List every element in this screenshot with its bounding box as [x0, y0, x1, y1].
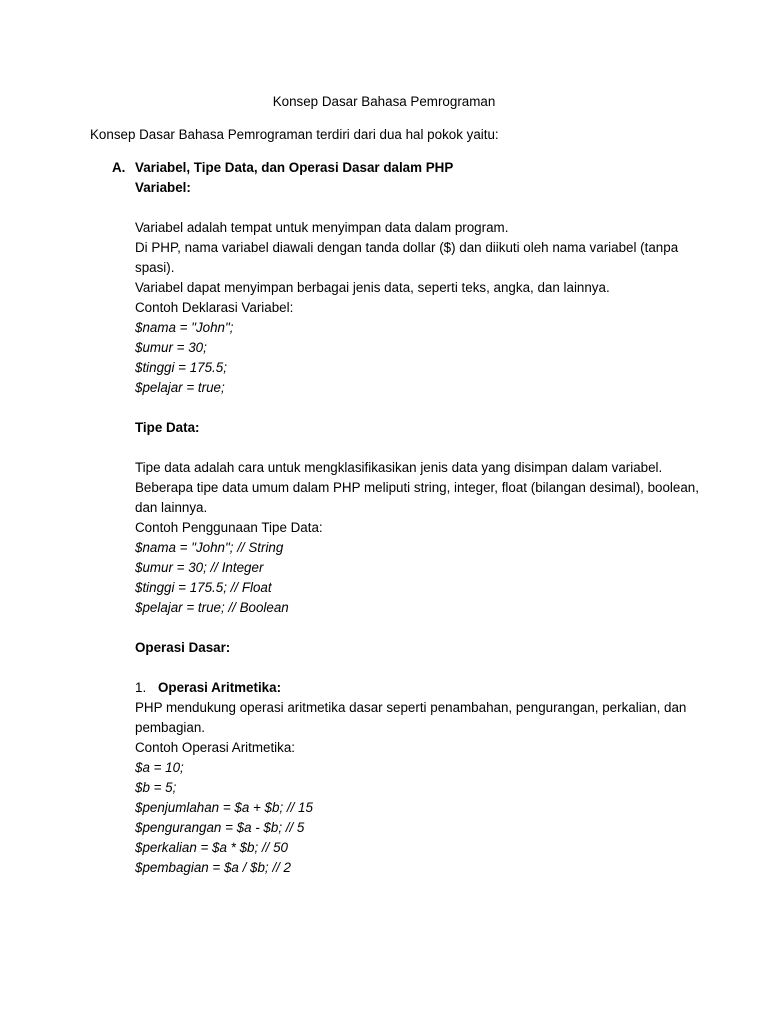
code-line: $pelajar = true;: [135, 380, 225, 395]
code-line: $umur = 30;: [135, 340, 207, 355]
code-line: $pelajar = true; // Boolean: [135, 600, 289, 615]
code-line: $tinggi = 175.5;: [135, 360, 227, 375]
page-title: Konsep Dasar Bahasa Pemrograman: [272, 94, 496, 109]
operasi-example-label: Contoh Operasi Aritmetika:: [135, 740, 296, 755]
variabel-example-label: Contoh Deklarasi Variabel:: [135, 300, 294, 315]
section-a-title: Variabel, Tipe Data, dan Operasi Dasar dalam PHP: [135, 160, 454, 175]
code-line: $pembagian = $a / $b; // 2: [135, 860, 291, 875]
code-line: $b = 5;: [135, 780, 177, 795]
operasi-paragraph-1: PHP mendukung operasi aritmetika dasar seperti penambahan, pengurangan, perkalian, dan: [135, 700, 687, 715]
section-a-heading: [112, 158, 453, 178]
code-line: $umur = 30; // Integer: [135, 560, 264, 575]
variabel-section: [135, 178, 699, 878]
variabel-paragraph-2: Di PHP, nama variabel diawali dengan tanda dollar ($) dan diikuti oleh nama variabel (tanpa: [135, 240, 679, 255]
tipe-data-paragraph-2-cont: dan lainnya.: [135, 500, 208, 515]
operasi-dasar-heading: Operasi Dasar:: [135, 640, 231, 655]
operasi-item-1-title: Operasi Aritmetika:: [158, 680, 282, 695]
code-line: $nama = "John"; // String: [135, 540, 284, 555]
operasi-item-1-heading: [135, 678, 695, 698]
tipe-data-example-label: Contoh Penggunaan Tipe Data:: [135, 520, 323, 535]
intro-paragraph: Konsep Dasar Bahasa Pemrograman terdiri dari dua hal pokok yaitu:: [90, 127, 499, 142]
operasi-paragraph-1-cont: pembagian.: [135, 720, 205, 735]
code-line: $perkalian = $a * $b; // 50: [135, 840, 288, 855]
code-line: $tinggi = 175.5; // Float: [135, 580, 272, 595]
variabel-paragraph-3: Variabel dapat menyimpan berbagai jenis data, seperti teks, angka, dan lainnya.: [135, 280, 610, 295]
variabel-paragraph-1: Variabel adalah tempat untuk menyimpan data dalam program.: [135, 220, 509, 235]
variabel-paragraph-2-cont: spasi).: [135, 260, 175, 275]
variabel-heading: Variabel:: [135, 180, 191, 195]
code-line: $pengurangan = $a - $b; // 5: [135, 820, 305, 835]
code-line: $a = 10;: [135, 760, 184, 775]
operasi-item-1-number: 1.: [135, 680, 147, 695]
tipe-data-paragraph-1: Tipe data adalah cara untuk mengklasifikasikan jenis data yang disimpan dalam variabel.: [135, 460, 663, 475]
section-a-marker: A.: [112, 160, 126, 175]
code-line: $nama = "John";: [135, 320, 234, 335]
code-line: $penjumlahan = $a + $b; // 15: [135, 800, 313, 815]
tipe-data-heading: Tipe Data:: [135, 420, 200, 435]
tipe-data-paragraph-2: Beberapa tipe data umum dalam PHP meliputi string, integer, float (bilangan desimal), boolean,: [135, 480, 699, 495]
